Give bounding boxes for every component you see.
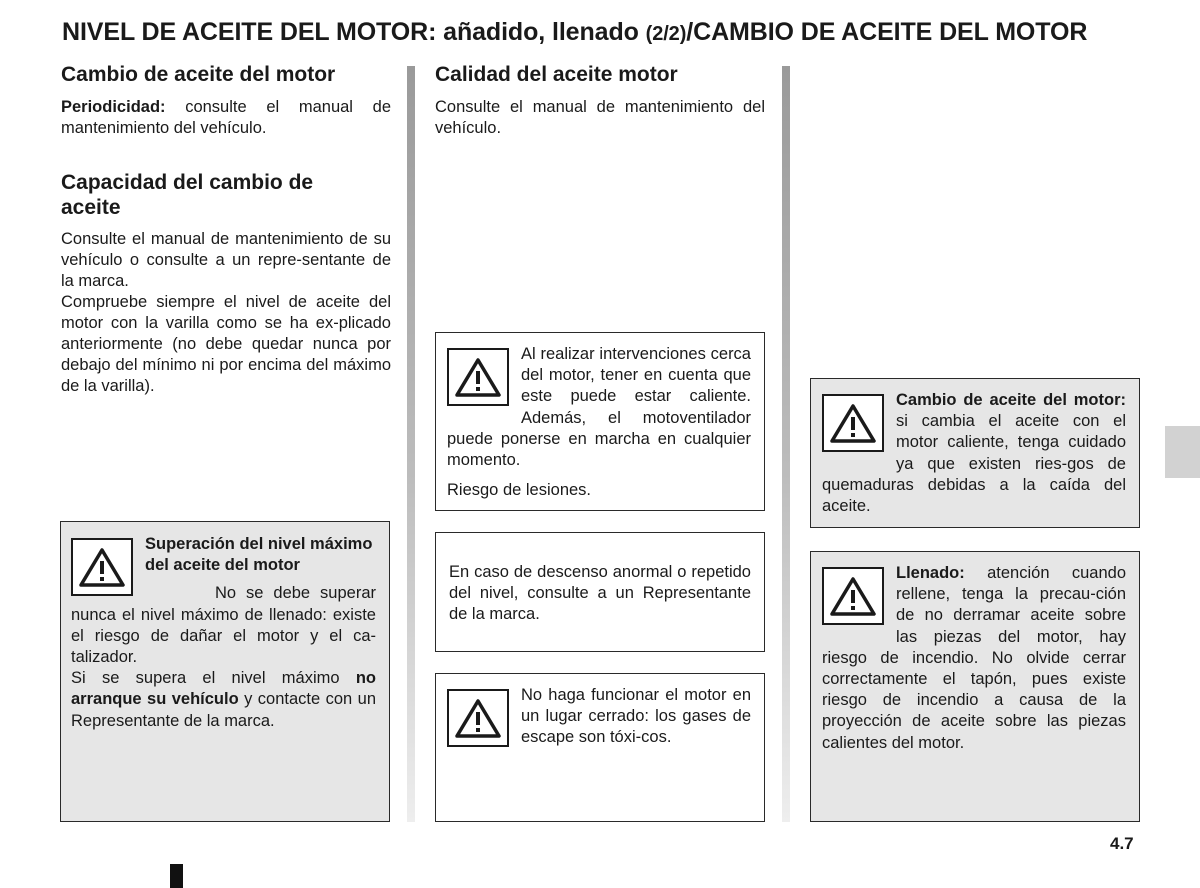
title-main: NIVEL DE ACEITE DEL MOTOR: añadido, llenado [62,18,646,46]
warning-triangle-icon [447,689,509,747]
warning-text: No se debe superar nunca el nivel máximo de llenado: existe el riesgo de dañar el motor y el ca-talizador. [71,584,376,667]
warning-box-exhaust [435,673,765,822]
warning-triangle-icon [822,394,884,452]
warning-title: Superación del nivel máximo del aceite del motor [145,535,373,575]
warning-box-hot-oil-change [810,378,1140,528]
warning-risk-text: Riesgo de lesiones. [447,481,592,500]
heading-oil-capacity: Capacidad del cambio de aceite [61,171,314,219]
check-level-paragraph: Compruebe siempre el nivel de aceite del motor con la varilla como se ha ex-plicado anteriormente (no debe quedar nunca por debajo del mínimo ni por encima del máximo de la varilla). [61,293,391,395]
warning-text: Llenado: atención cuando rellene, tenga la precau-ción de no derramar aceite sobre las piezas del motor, hay riesgo de incendio. No olvide cerrar correctamente el tapón, pues existe riesgo de incendio a causa de la proyección de aceite sobre las piezas calientes del motor. [822,564,1126,752]
warning-triangle-icon [822,567,884,625]
warning-box-filling [810,551,1140,822]
warning-box-max-level [60,521,390,822]
note-box-level-drop [435,532,765,652]
periodicity-paragraph: Periodicidad: consulte el manual de mantenimiento del vehículo. [61,98,391,137]
title-secondary: /CAMBIO DE ACEITE DEL MOTOR [686,18,1088,46]
warning-text: No haga funcionar el motor en un lugar cerrado: los gases de escape son tóxi-cos. [521,686,751,747]
quality-paragraph: Consulte el manual de mantenimiento del vehículo. [435,98,765,137]
column-left [61,62,391,397]
page-title [62,18,1172,47]
print-crop-mark [170,864,183,888]
warning-box-engine-hot [435,332,765,511]
capacity-paragraph: Consulte el manual de mantenimiento de su vehículo o consulte a un repre-sentante de la marca. [61,230,391,290]
heading-oil-change: Cambio de aceite del motor [61,63,336,86]
column-middle [435,62,765,139]
note-text: En caso de descenso anormal o repetido del nivel, consulte a un Representante de la marca. [449,563,751,624]
column-divider [782,66,790,822]
warning-text: Al realizar intervenciones cerca del motor, tener en cuenta que este puede estar caliente. Además, el motoventilador puede ponerse en marcha en cualquier momento. [447,345,751,470]
warning-triangle-icon [447,348,509,406]
warning-text-2: Si se supera el nivel máximo no arranque su vehículo y contacte con un Representante de la marca. [71,669,376,730]
warning-triangle-icon [71,538,133,596]
section-tab-marker [1165,426,1200,478]
page-number: 4.7 [1110,834,1134,853]
warning-text: Cambio de aceite del motor: si cambia el aceite con el motor caliente, tenga cuidado ya que existen ries-gos de quemaduras debidas a la caída del aceite. [822,391,1126,516]
title-part-indicator: (2/2) [645,23,687,45]
heading-oil-quality: Calidad del aceite motor [435,63,678,86]
column-divider [407,66,415,822]
